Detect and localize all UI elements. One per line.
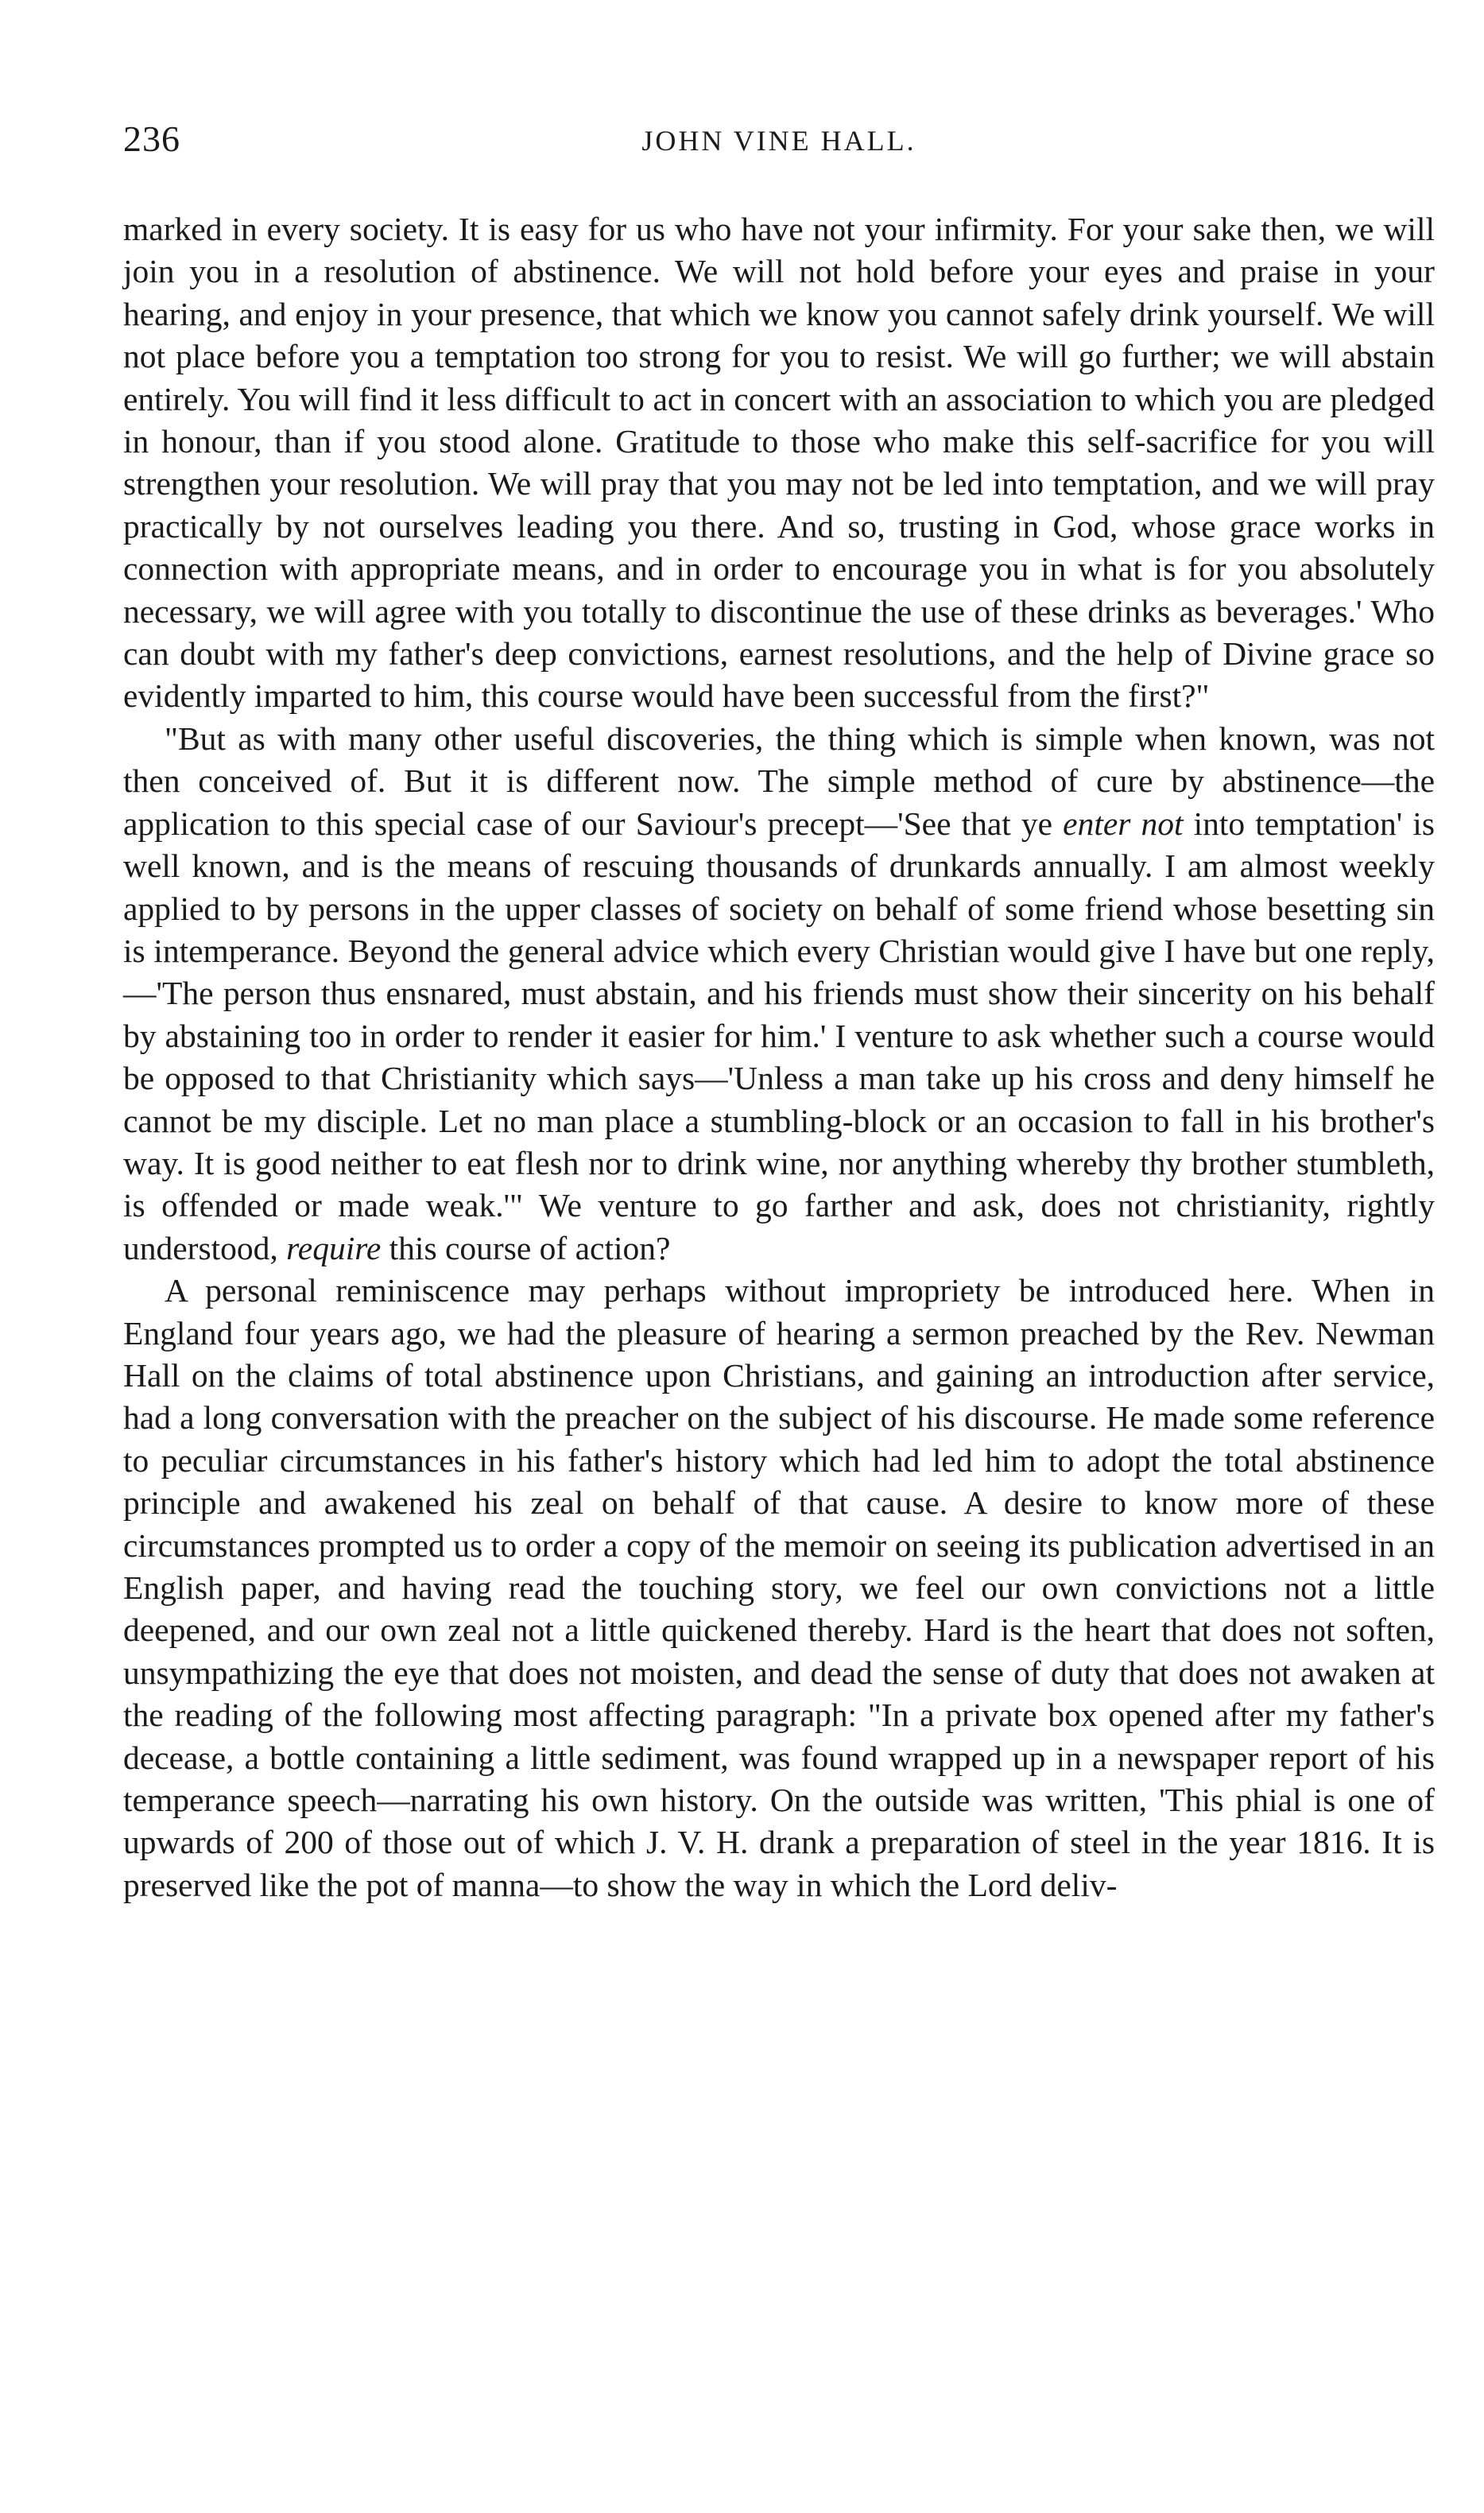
paragraph-2-part-a: "But as with many other useful discoveries, the thing which is simple when known, was not then conceived of. But it is different now. The simple method of cure by abstinence—the application to this special case of our Saviour's precept—'See that ye: [123, 719, 1435, 842]
body-text: [123, 208, 1435, 1906]
paragraph-1: marked in every society. It is easy for us who have not your infirmity. For your sake then, we will join you in a resolution of abstinence. We will not hold before your eyes and praise in your hearing, and enjoy in your presence, that which we know you cannot safely drink yourself. We will not place before you a temptation too strong for you to resist. We will go further; we will abstain entirely. You will find it less difficult to act in concert with an association to which you are pledged in honour, than if you stood alone. Gratitude to those who make this self-sacrifice for you will strengthen your resolution. We will pray that you may not be led into temptation, and we will pray practically by not ourselves leading you there. And so, trusting in God, whose grace works in connection with appropriate means, and in order to encourage you in what is for you absolutely necessary, we will agree with you totally to discontinue the use of these drinks as beverages.' Who can doubt with my father's deep convictions, earnest resolutions, and the help of Divine grace so evidently imparted to him, this course would have been successful from the first?": [123, 211, 1435, 715]
paragraph-2-part-b: into temptation' is well known, and is the means of rescuing thousands of drunkards annually. I am almost weekly applied to by persons in the upper classes of society on behalf of some friend whose besetting sin is intemperance. Beyond the general advice which every Christian would give I have but one reply,—'The person thus ensnared, must abstain, and his friends must show their sincerity on his behalf by abstaining too in order to render it easier for him.' I venture to ask whether such a course would be opposed to that Christianity which says—'Unless a man take up his cross and deny himself he cannot be my disciple. Let no man place a stumbling-block or an occasion to fall in his brother's way. It is good neither to eat flesh nor to drink wine, nor anything whereby thy brother stumbleth, is offended or made weak.'" We venture to go farther and ask, does not christianity, rightly understood,: [123, 805, 1435, 1266]
italic-require: require: [286, 1229, 382, 1266]
paragraph-2: [123, 718, 1435, 1270]
italic-enter-not: enter not: [1063, 805, 1184, 842]
paragraph-2-part-c: this course of action?: [381, 1229, 671, 1266]
page-header: [123, 115, 1435, 171]
paragraph-3: A personal reminiscence may perhaps without impropriety be introduced here. When in England four years ago, we had the pleasure of hearing a sermon preached by the Rev. Newman Hall on the claims of total abstinence upon Christians, and gaining an introduction after service, had a long conversation with the preacher on the subject of his discourse. He made some reference to peculiar circumstances in his father's history which had led him to adopt the total abstinence principle and awakened his zeal on behalf of that cause. A desire to know more of these circumstances prompted us to order a copy of the memoir on seeing its publication advertised in an English paper, and having read the touching story, we feel our own convictions not a little deepened, and our own zeal not a little quickened thereby. Hard is the heart that does not soften, unsympathizing the eye that does not moisten, and dead the sense of duty that does not awaken at the reading of the following most affecting paragraph: "In a private box opened after my father's decease, a bottle containing a little sediment, was found wrapped up in a newspaper report of his temperance speech—narrating his own history. On the outside was written, 'This phial is one of upwards of 200 of those out of which J. V. H. drank a preparation of steel in the year 1816. It is preserved like the pot of manna—to show the way in which the Lord deliv-: [123, 1272, 1435, 1903]
page-number: 236: [123, 118, 180, 159]
running-head: JOHN VINE HALL.: [641, 125, 916, 157]
